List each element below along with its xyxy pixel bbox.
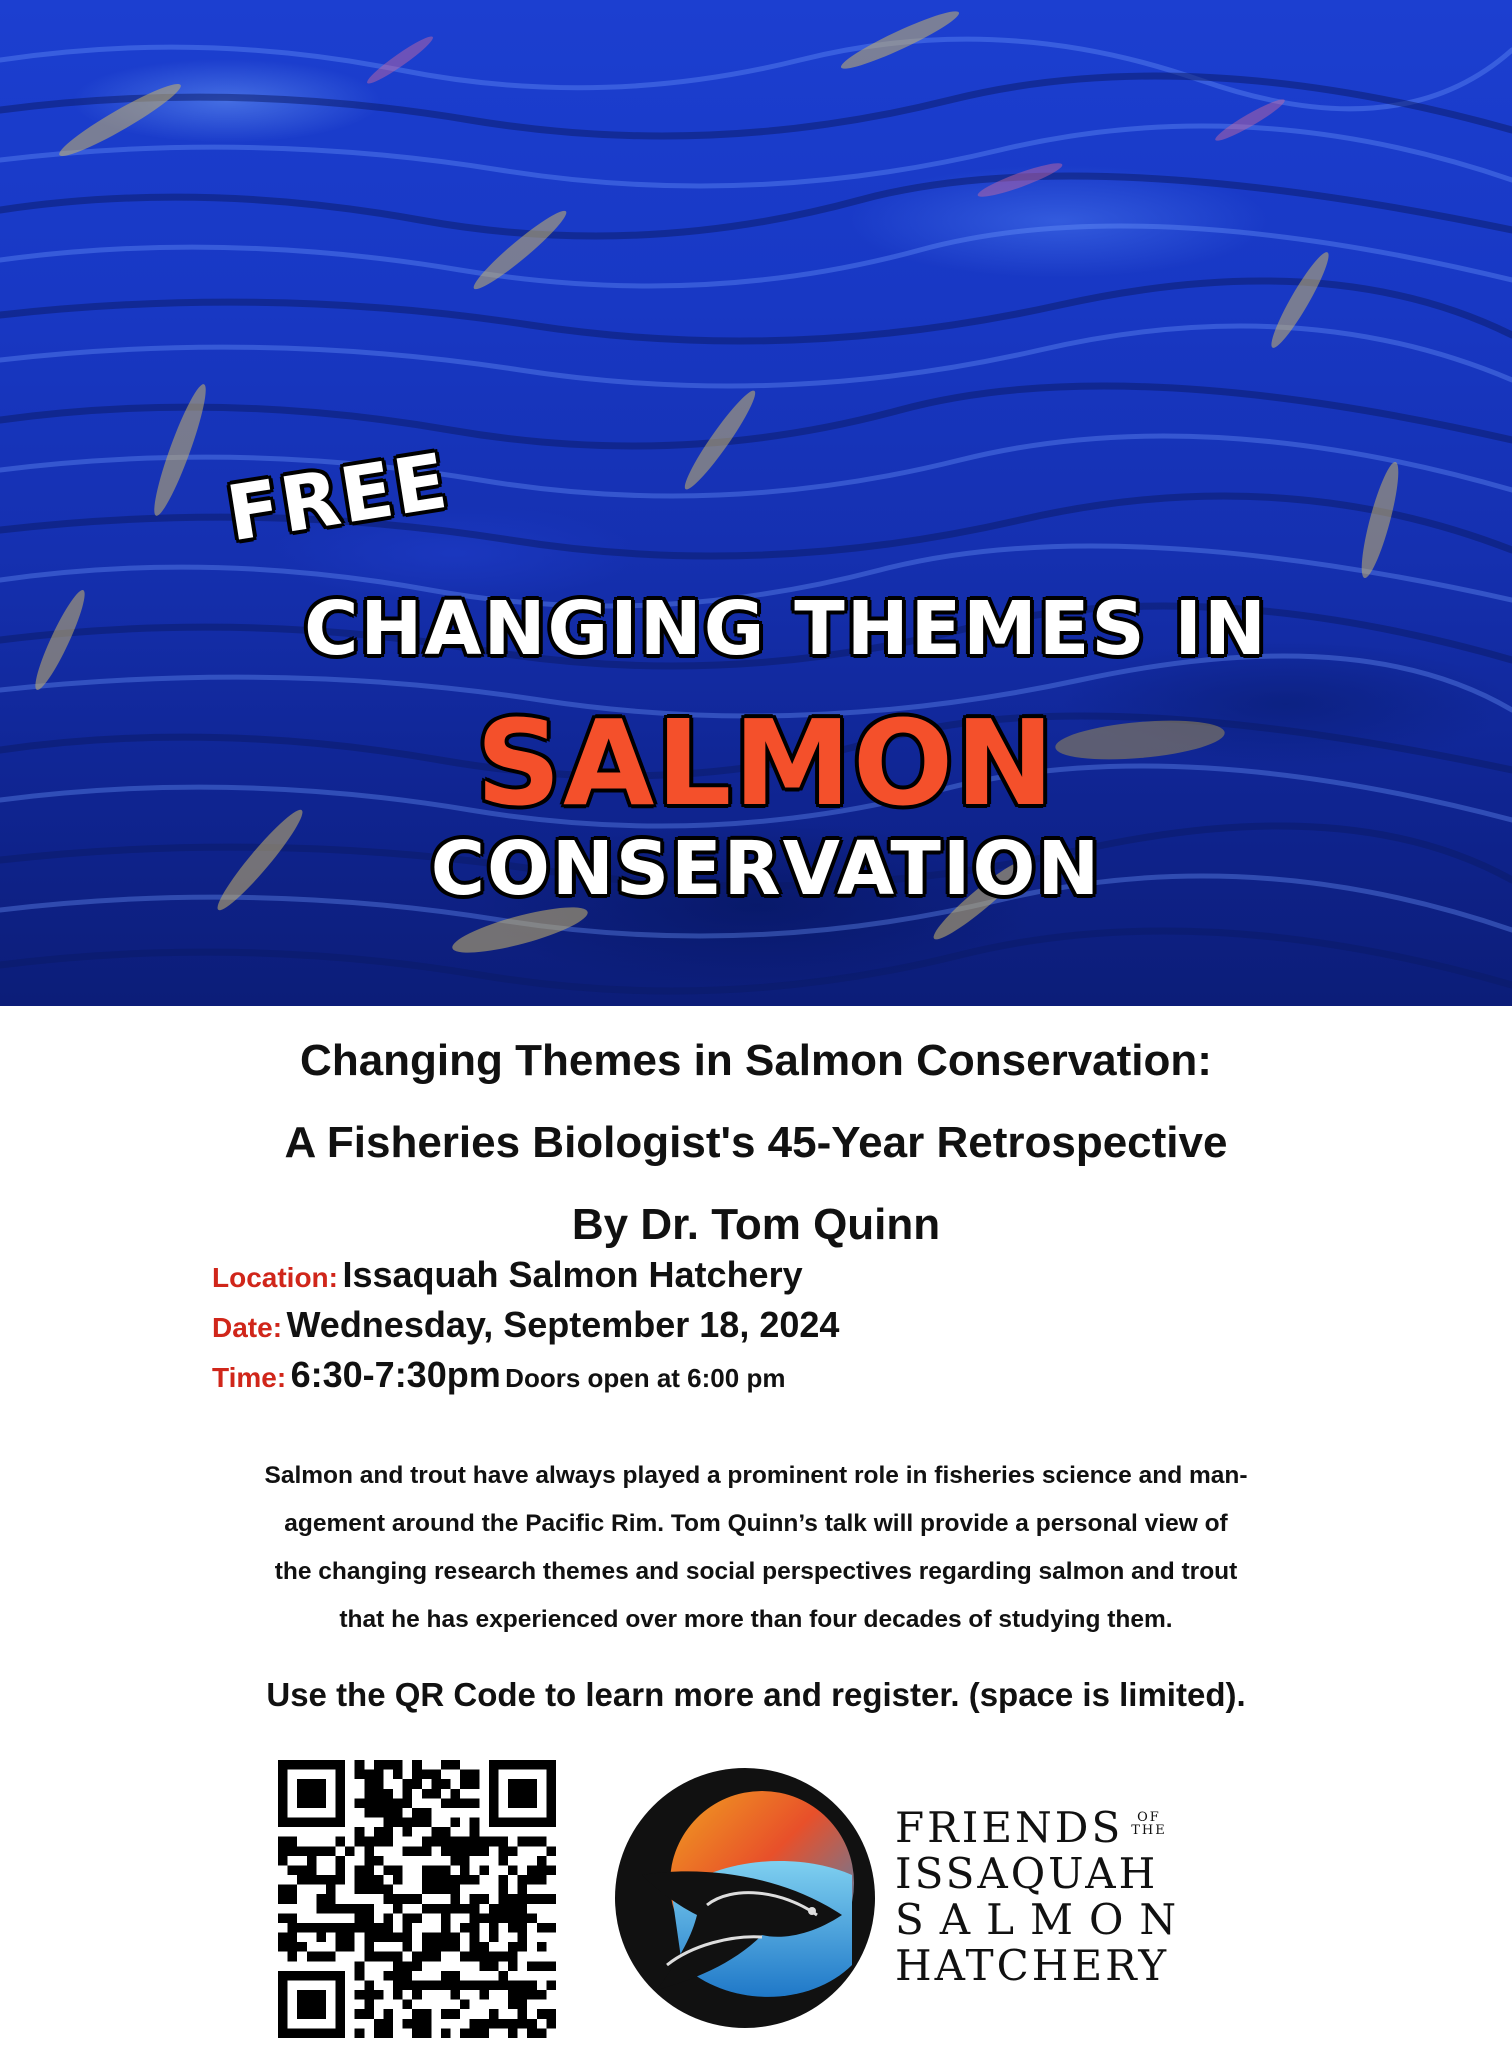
description-line: the changing research themes and social perspectives regarding salmon and trout <box>274 1558 1238 1585</box>
date-row <box>212 1300 839 1350</box>
talk-speaker: By Dr. Tom Quinn <box>571 1200 941 1249</box>
description-line: agement around the Pacific Rim. Tom Quinn’s talk will provide a personal view of <box>284 1510 1228 1537</box>
location-row <box>212 1250 839 1300</box>
free-banner: FREE <box>221 435 455 559</box>
org-the: THE <box>1131 1823 1167 1838</box>
org-line-3: SALMON <box>895 1895 1193 1944</box>
org-line-2: ISSAQUAH <box>895 1849 1159 1898</box>
register-call-to-action: Use the QR Code to learn more and register. (space is limited). <box>266 1676 1246 1713</box>
talk-title <box>0 1020 1512 1266</box>
description-line: Salmon and trout have always played a prominent role in fisheries science and man- <box>264 1462 1248 1489</box>
org-of-the <box>1131 1811 1167 1837</box>
talk-title-line-1: Changing Themes in Salmon Conservation: <box>300 1036 1212 1085</box>
salmon-hatchery-logo-icon <box>612 1765 878 2031</box>
hero-water-photo <box>0 0 1512 1006</box>
org-line-1 <box>895 1805 1195 1851</box>
doors-open-note: Doors open at 6:00 pm <box>505 1363 786 1393</box>
talk-description <box>200 1452 1312 1644</box>
time-value: 6:30-7:30pm <box>290 1354 501 1395</box>
org-of: OF <box>1137 1810 1161 1825</box>
location-label: Location: <box>212 1262 338 1293</box>
organization-wordmark <box>895 1805 1195 1989</box>
headline-line-1: CHANGING THEMES IN <box>304 586 1268 672</box>
time-row <box>212 1350 839 1400</box>
org-line-4: HATCHERY <box>895 1941 1170 1990</box>
qr-code-icon[interactable] <box>278 1760 556 2038</box>
date-value: Wednesday, September 18, 2024 <box>286 1304 840 1345</box>
org-friends: FRIENDS <box>895 1803 1124 1852</box>
location-value: Issaquah Salmon Hatchery <box>342 1254 803 1295</box>
date-label: Date: <box>212 1312 283 1343</box>
headline-salmon: SALMON <box>476 694 1056 832</box>
talk-title-line-2: A Fisheries Biologist's 45-Year Retrospective <box>284 1118 1228 1167</box>
event-details <box>212 1250 839 1400</box>
time-label: Time: <box>212 1362 287 1393</box>
description-line: that he has experienced over more than four decades of studying them. <box>339 1606 1173 1633</box>
headline-line-3: CONSERVATION <box>430 826 1102 912</box>
